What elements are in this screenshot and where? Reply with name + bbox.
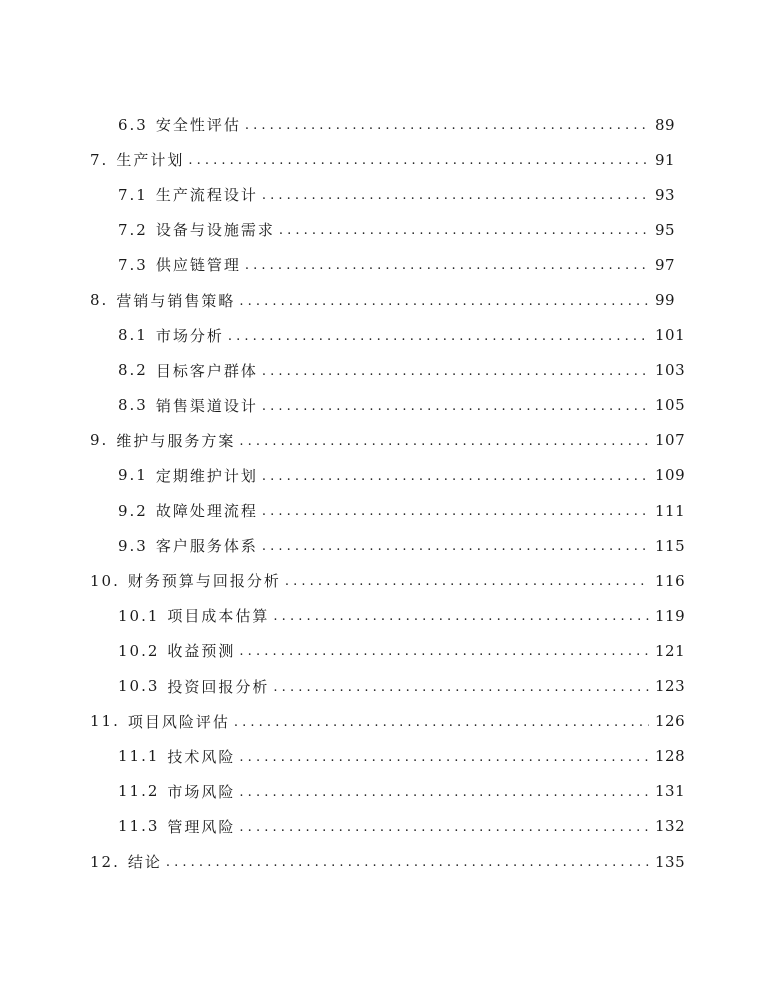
toc-entry[interactable]	[0, 318, 765, 353]
toc-entry-page-number: 101	[655, 326, 686, 345]
toc-entry-number: 9.3	[118, 536, 148, 555]
toc-entry-title: 定期维护计划	[155, 466, 258, 485]
toc-entry-title: 生产流程设计	[155, 186, 258, 205]
toc-leader-dots	[239, 750, 649, 765]
toc-entry-title: 项目成本估算	[167, 607, 270, 626]
toc-entry[interactable]	[0, 774, 765, 809]
toc-entry-title: 目标客户群体	[155, 361, 258, 380]
toc-entry[interactable]	[0, 493, 765, 528]
toc-entry-page-number: 95	[655, 220, 676, 239]
toc-entry-number: 10.1	[118, 606, 160, 625]
toc-entry[interactable]	[0, 388, 765, 423]
toc-entry-title: 安全性评估	[155, 116, 241, 135]
toc-entry-page-number: 91	[655, 150, 676, 169]
toc-entry-title: 市场分析	[155, 326, 224, 345]
toc-entry[interactable]	[0, 353, 765, 388]
toc-entry-title: 维护与服务方案	[116, 431, 236, 450]
toc-leader-dots	[228, 329, 649, 344]
toc-entry[interactable]	[0, 704, 765, 739]
toc-entry-title: 设备与设施需求	[155, 221, 275, 240]
toc-entry-title: 营销与销售策略	[116, 291, 236, 310]
toc-entry[interactable]	[0, 809, 765, 844]
toc-entry-number: 9.	[90, 431, 109, 450]
toc-entry-page-number: 128	[655, 747, 686, 766]
toc-entry-title: 供应链管理	[155, 256, 241, 275]
toc-leader-dots	[245, 258, 649, 273]
toc-leader-dots	[166, 855, 649, 870]
toc-entry-page-number: 89	[655, 115, 676, 134]
toc-entry-number: 11.3	[118, 817, 160, 836]
toc-entry-number: 7.2	[118, 220, 148, 239]
toc-entry-page-number: 116	[655, 571, 686, 590]
toc-entry[interactable]	[0, 212, 765, 247]
toc-entry-page-number: 132	[655, 817, 686, 836]
toc-leader-dots	[262, 188, 649, 203]
toc-entry-page-number: 93	[655, 185, 676, 204]
toc-entry-title: 故障处理流程	[155, 502, 258, 521]
toc-entry-title: 管理风险	[167, 817, 236, 836]
toc-leader-dots	[262, 539, 649, 554]
toc-entry-page-number: 105	[655, 396, 686, 415]
toc-entry[interactable]	[0, 142, 765, 177]
toc-entry-title: 客户服务体系	[155, 537, 258, 556]
toc-entry-number: 9.2	[118, 501, 148, 520]
toc-entry-page-number: 123	[655, 677, 686, 696]
toc-leader-dots	[279, 223, 649, 238]
toc-leader-dots	[239, 644, 649, 659]
toc-leader-dots	[273, 609, 649, 624]
toc-entry[interactable]	[0, 458, 765, 493]
toc-entry[interactable]	[0, 563, 765, 598]
toc-entry-page-number: 131	[655, 782, 686, 801]
toc-entry-number: 8.2	[118, 361, 148, 380]
toc-entry-page-number: 119	[655, 606, 686, 625]
toc-entry-number: 8.1	[118, 326, 148, 345]
toc-entry-title: 生产计划	[116, 151, 185, 170]
toc-leader-dots	[239, 785, 649, 800]
toc-entry-number: 10.3	[118, 677, 160, 696]
toc-entry[interactable]	[0, 107, 765, 142]
toc-entry-page-number: 121	[655, 641, 686, 660]
toc-entry[interactable]	[0, 669, 765, 704]
toc-entry[interactable]	[0, 844, 765, 879]
toc-entry-number: 6.3	[118, 115, 148, 134]
toc-entry[interactable]	[0, 177, 765, 212]
toc-entry-page-number: 107	[655, 431, 686, 450]
toc-entry-page-number: 126	[655, 712, 686, 731]
toc-leader-dots	[262, 399, 649, 414]
toc-entry-number: 10.	[90, 571, 120, 590]
toc-entry-number: 11.2	[118, 782, 160, 801]
toc-entry-title: 投资回报分析	[167, 677, 270, 696]
toc-entry[interactable]	[0, 633, 765, 668]
toc-entry-number: 11.	[90, 712, 120, 731]
toc-entry[interactable]	[0, 247, 765, 282]
toc-leader-dots	[262, 469, 649, 484]
toc-entry[interactable]	[0, 598, 765, 633]
toc-entry[interactable]	[0, 423, 765, 458]
toc-entry-title: 结论	[127, 853, 162, 872]
toc-entry-number: 10.2	[118, 641, 160, 660]
toc-leader-dots	[239, 294, 649, 309]
toc-entry-title: 技术风险	[167, 747, 236, 766]
toc-entry[interactable]	[0, 739, 765, 774]
toc-leader-dots	[262, 504, 649, 519]
toc-entry-title: 收益预测	[167, 642, 236, 661]
toc-entry-title: 财务预算与回报分析	[127, 572, 281, 591]
toc-leader-dots	[245, 118, 649, 133]
toc-entry-number: 8.	[90, 291, 109, 310]
toc-entry-page-number: 111	[655, 501, 686, 520]
toc-entry-title: 销售渠道设计	[155, 396, 258, 415]
toc-entry-page-number: 99	[655, 291, 676, 310]
toc-entry-title: 项目风险评估	[127, 712, 230, 731]
toc-entry-number: 7.	[90, 150, 109, 169]
toc-entry-title: 市场风险	[167, 782, 236, 801]
toc-entry-number: 7.1	[118, 185, 148, 204]
toc-leader-dots	[188, 153, 649, 168]
toc-leader-dots	[239, 820, 649, 835]
toc-entry-page-number: 97	[655, 255, 676, 274]
toc-entry-number: 7.3	[118, 255, 148, 274]
toc-entry-page-number: 115	[655, 536, 686, 555]
toc-entry-number: 8.3	[118, 396, 148, 415]
toc-entry-page-number: 135	[655, 852, 686, 871]
toc-entry-number: 11.1	[118, 747, 160, 766]
table-of-contents	[0, 107, 765, 879]
toc-leader-dots	[285, 574, 649, 589]
toc-leader-dots	[239, 434, 649, 449]
toc-leader-dots	[234, 715, 649, 730]
toc-entry-page-number: 109	[655, 466, 686, 485]
toc-entry-page-number: 103	[655, 361, 686, 380]
toc-entry[interactable]	[0, 282, 765, 317]
toc-leader-dots	[273, 680, 649, 695]
toc-entry-number: 9.1	[118, 466, 148, 485]
toc-entry[interactable]	[0, 528, 765, 563]
toc-entry-number: 12.	[90, 852, 120, 871]
toc-leader-dots	[262, 364, 649, 379]
